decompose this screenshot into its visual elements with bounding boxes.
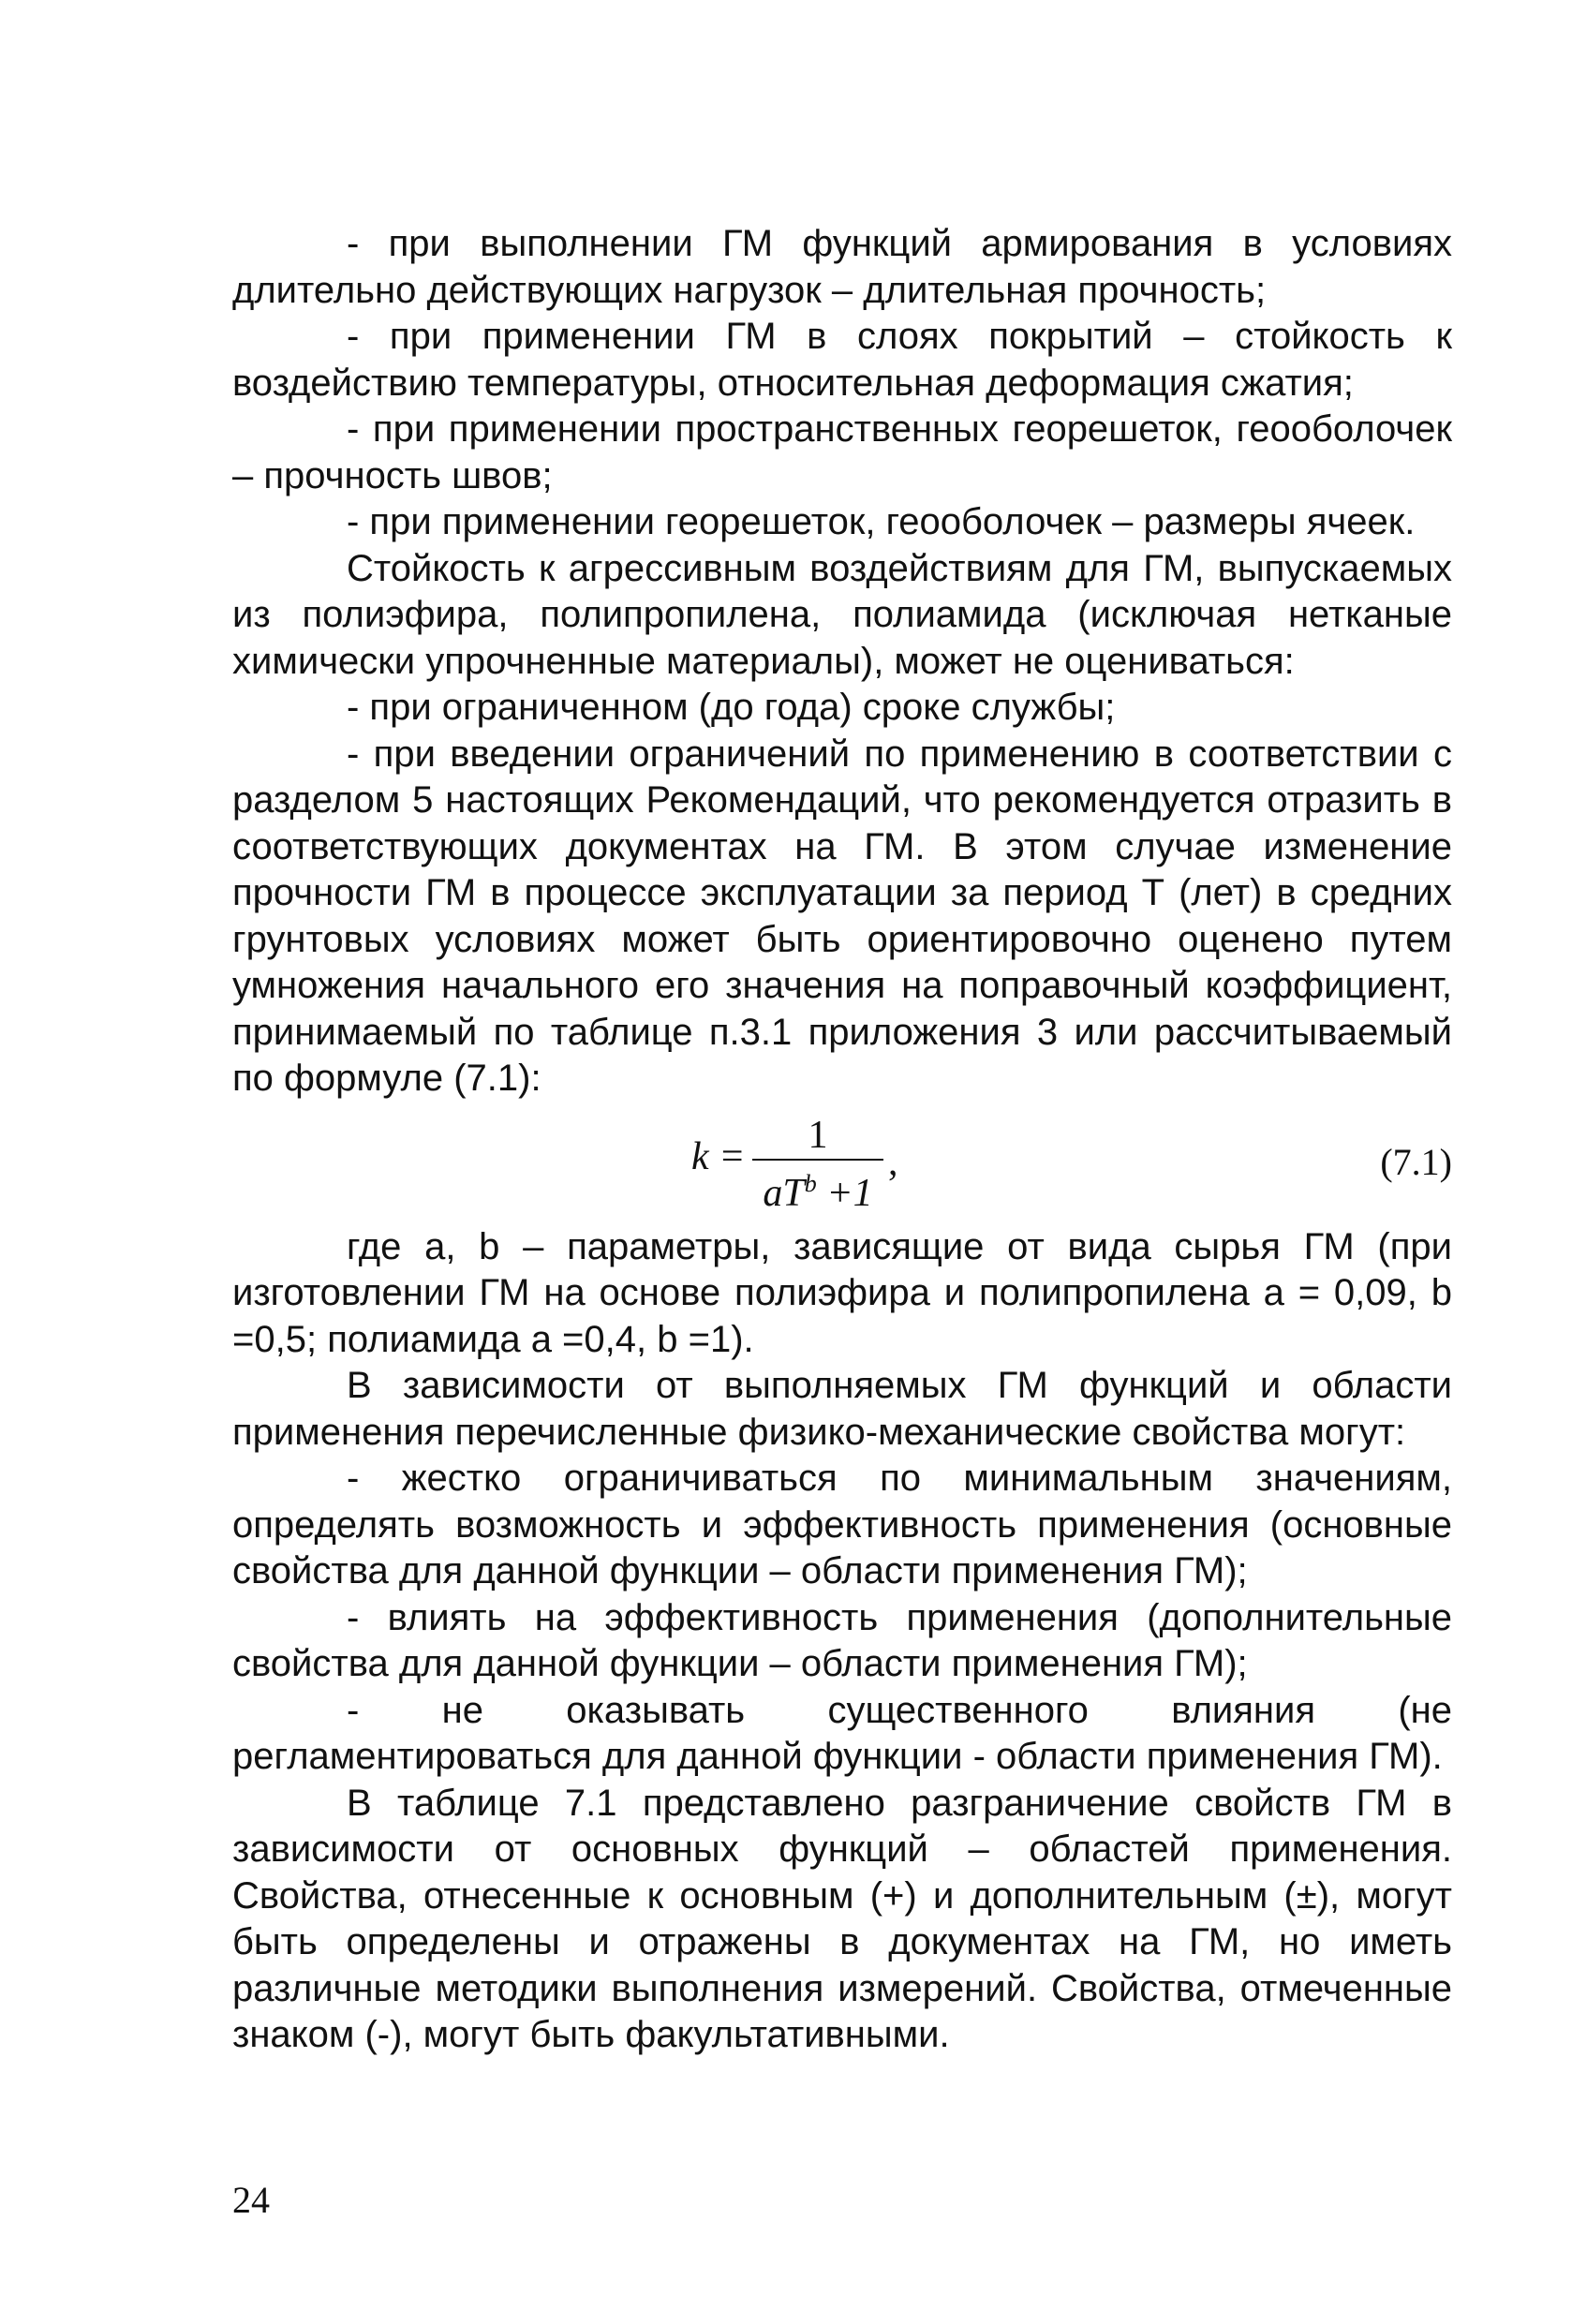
denominator-base: aT bbox=[763, 1171, 805, 1215]
formula-lhs: k = bbox=[691, 1134, 746, 1178]
paragraph-6: - при ограниченном (до года) сроке службы; bbox=[347, 687, 1116, 728]
formula-7-1 bbox=[232, 1114, 1452, 1217]
paragraph-5: Стойкость к агрессивным воздействиям для ГМ, выпускаемых из полиэфира, полипропилена, полиамида (исключая нетканые химически упрочненные материалы), может не оцениваться: bbox=[232, 547, 1452, 682]
formula-denominator bbox=[752, 1162, 883, 1215]
page-number: 24 bbox=[232, 2179, 270, 2221]
paragraph-10: - жестко ограничиваться по минимальным значениям, определять возможность и эффективность применения (основные свойства для данной функции – области применения ГМ); bbox=[232, 1458, 1452, 1591]
formula-number: (7.1) bbox=[1380, 1140, 1452, 1183]
paragraph-7: - при введении ограничений по применению в соответствии с разделом 5 настоящих Рекомендаций, что рекомендуется отразить в соответствующих документах на ГМ. В этом случае изменение прочности ГМ в процессе эксплуатации за период Т (лет) в средних грунтовых условиях может быть ориентировочно оценено путем умножения начального его значения на поправочный коэффициент, принимаемый по таблице п.3.1 приложения 3 или рассчитываемый по формуле (7.1): bbox=[232, 733, 1452, 1099]
paragraph-1: - при выполнении ГМ функций армирования в условиях длительно действующих нагрузок – длительная прочность; bbox=[232, 223, 1452, 311]
formula-numerator: 1 bbox=[808, 1113, 828, 1157]
paragraph-11: - влиять на эффективность применения (дополнительные свойства для данной функции – области применения ГМ); bbox=[232, 1596, 1452, 1684]
formula-fraction bbox=[752, 1113, 883, 1215]
paragraph-3: - при применении пространственных георешеток, геооболочек – прочность швов; bbox=[232, 408, 1452, 496]
denominator-tail: +1 bbox=[816, 1171, 873, 1215]
paragraph-12: - не оказывать существенного влияния (не регламентироваться для данной функции - области применения ГМ). bbox=[232, 1689, 1452, 1777]
document-page bbox=[232, 221, 1452, 2059]
paragraph-9: В зависимости от выполняемых ГМ функций и области применения перечисленные физико-механические свойства могут: bbox=[232, 1365, 1452, 1453]
paragraph-4: - при применении георешеток, геооболочек – размеры ячеек. bbox=[347, 501, 1416, 542]
formula-comma: , bbox=[888, 1140, 898, 1184]
denominator-exponent: b bbox=[804, 1169, 817, 1197]
paragraph-8: где а, b – параметры, зависящие от вида сырья ГМ (при изготовлении ГМ на основе полиэфира и полипропилена а = 0,09, b =0,5; полиамида а =0,4, b =1). bbox=[232, 1225, 1452, 1360]
paragraph-2: - при применении ГМ в слоях покрытий – стойкость к воздействию температуры, относительная деформация сжатия; bbox=[232, 316, 1452, 404]
fraction-bar bbox=[752, 1159, 883, 1161]
paragraph-13: В таблице 7.1 представлено разграничение свойств ГМ в зависимости от основных функций – областей применения. Свойства, отнесенные к основным (+) и дополнительным (±), могут быть определены и отражены в документах на ГМ, но иметь различные методики выполнения измерений. Свойства, отмеченные знаком (-), могут быть факультативными. bbox=[232, 1782, 1452, 2055]
